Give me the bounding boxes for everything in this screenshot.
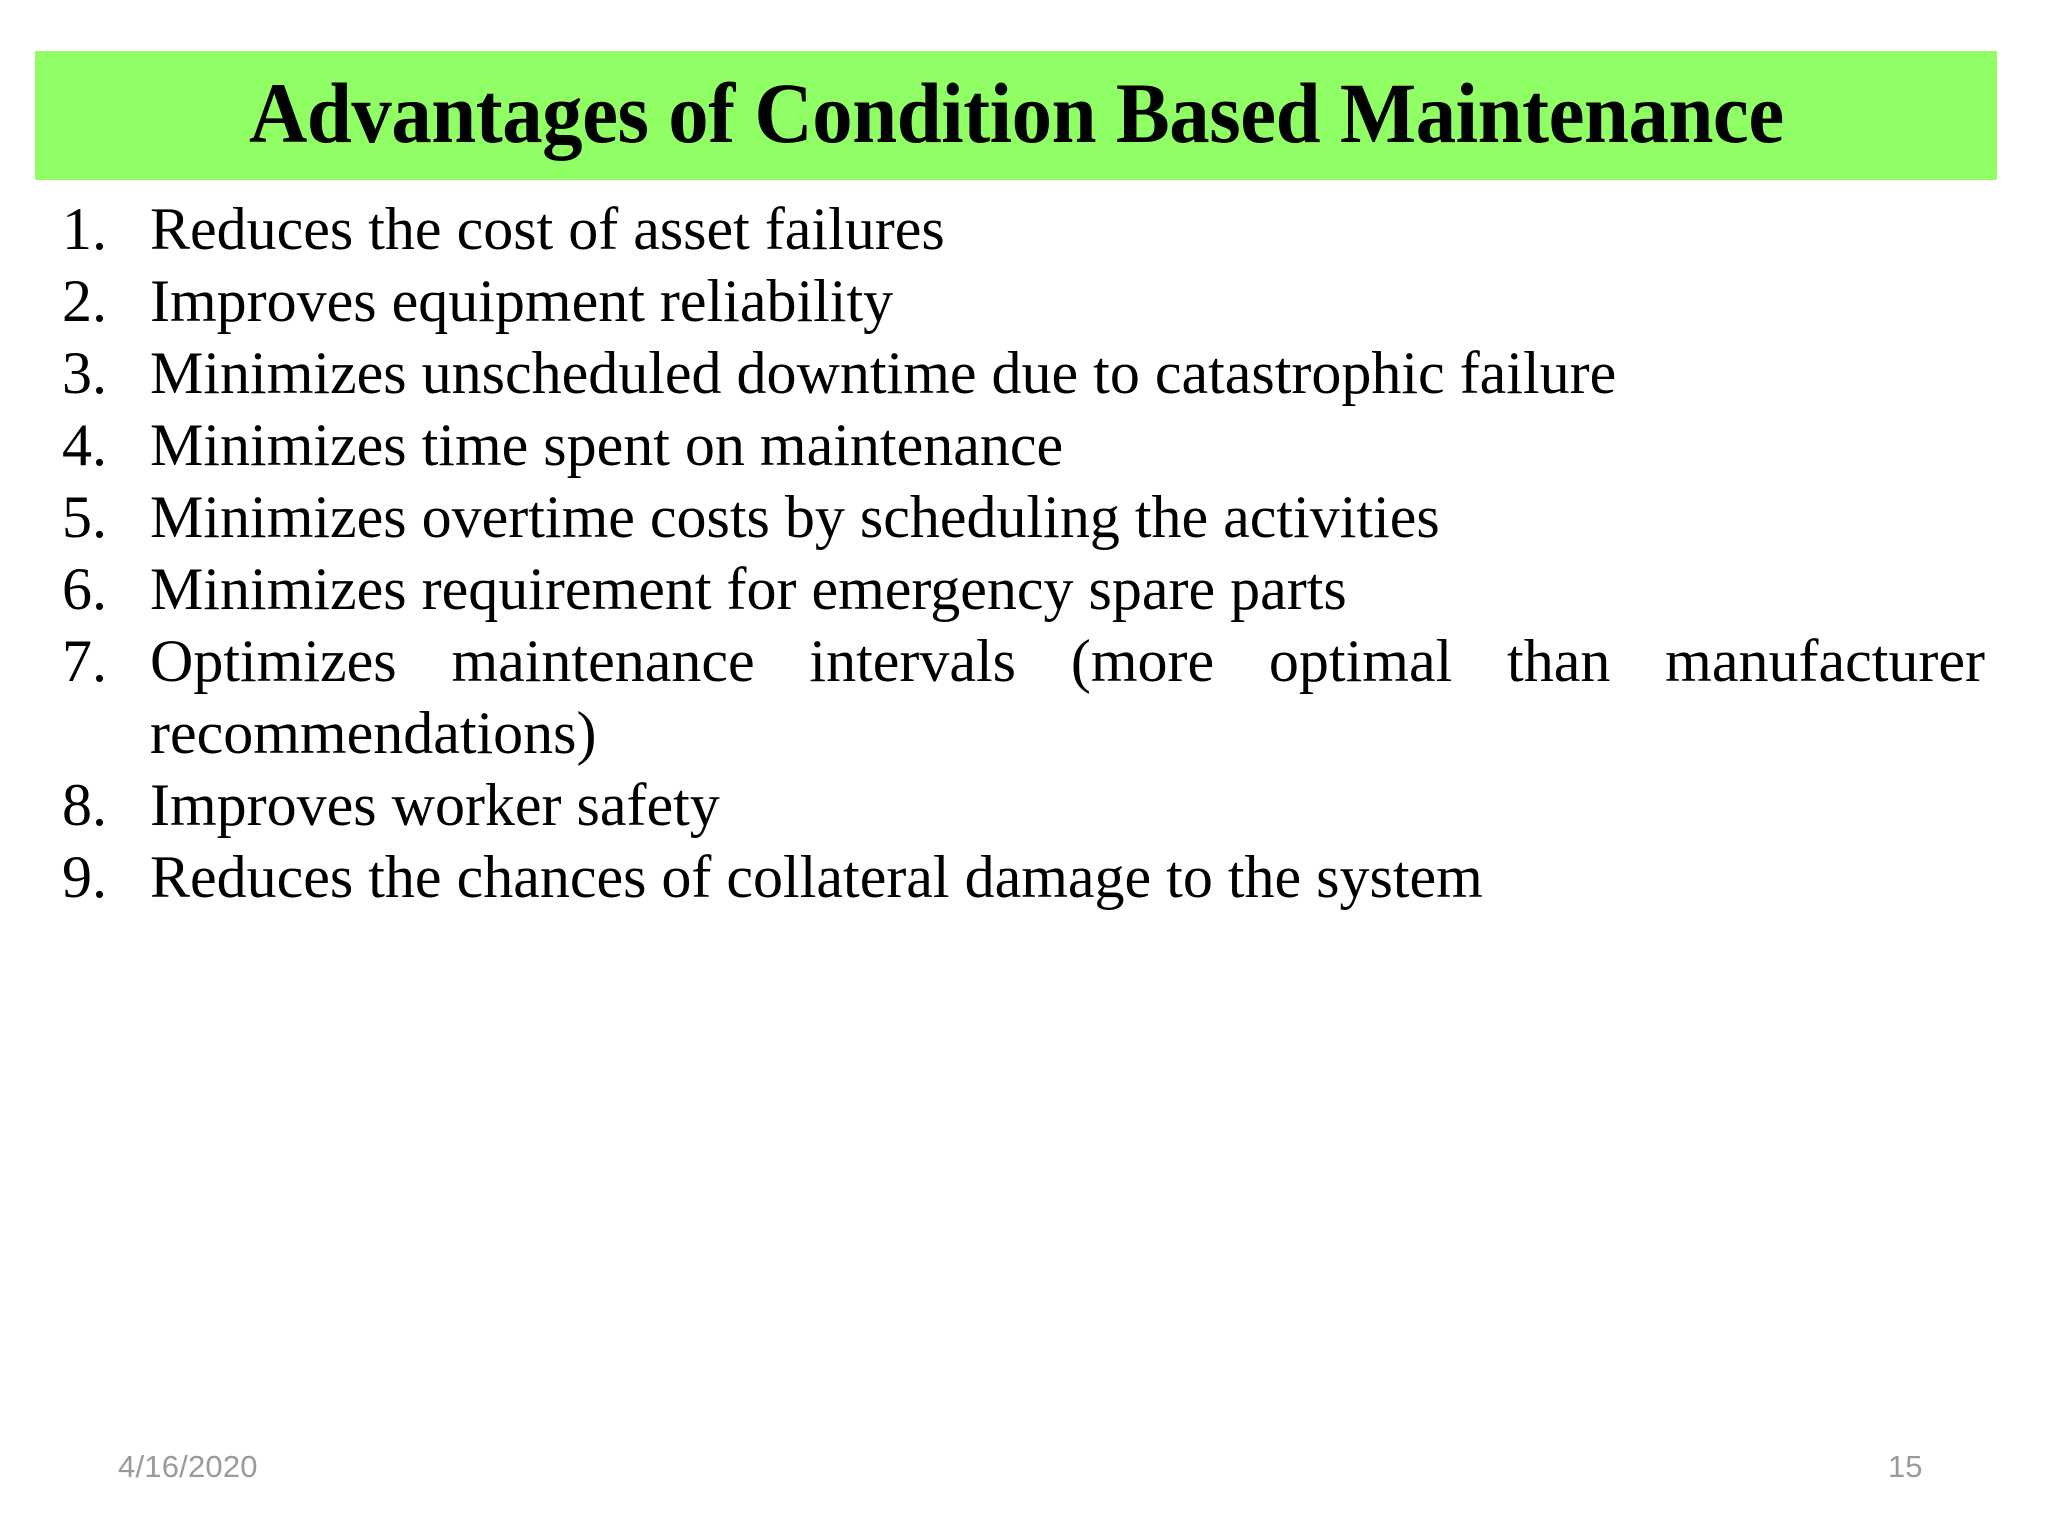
list-item-number: 2.: [62, 268, 107, 334]
list-item: [40, 553, 1985, 625]
footer-date: 4/16/2020: [118, 1449, 258, 1484]
list-item-text: Minimizes requirement for emergency spare parts: [150, 556, 1347, 622]
list-item-text: Minimizes time spent on maintenance: [150, 412, 1064, 478]
list-item: [40, 769, 1985, 841]
list-item: [40, 409, 1985, 481]
list-item-number: 8.: [62, 772, 107, 838]
list-item-number: 3.: [62, 340, 107, 406]
advantages-list: [40, 193, 1985, 913]
list-item-text: Reduces the cost of asset failures: [150, 196, 945, 262]
list-item: [40, 481, 1985, 553]
list-item: [40, 625, 1985, 769]
list-item-text: Minimizes unscheduled downtime due to catastrophic failure: [150, 340, 1617, 406]
list-item-text: Optimizes maintenance intervals (more optimal than manufacturer recommendations): [150, 628, 1985, 766]
list-item: [40, 193, 1985, 265]
footer-page-number: 15: [1888, 1449, 1923, 1484]
slide-title: Advantages of Condition Based Maintenance: [248, 64, 1784, 161]
list-item-number: 5.: [62, 484, 107, 550]
list-item-number: 9.: [62, 844, 107, 910]
list-item: [40, 265, 1985, 337]
list-item-text: Reduces the chances of collateral damage to the system: [150, 844, 1483, 910]
list-item-number: 6.: [62, 556, 107, 622]
list-item-text: Improves equipment reliability: [150, 268, 894, 334]
list-item: [40, 841, 1985, 913]
list-item-number: 7.: [62, 628, 107, 694]
list-item-number: 1.: [62, 196, 107, 262]
list-item-number: 4.: [62, 412, 107, 478]
list-item-text: Minimizes overtime costs by scheduling the activities: [150, 484, 1440, 550]
title-banner: [35, 51, 1997, 180]
list-item: [40, 337, 1985, 409]
list-item-text: Improves worker safety: [150, 772, 720, 838]
